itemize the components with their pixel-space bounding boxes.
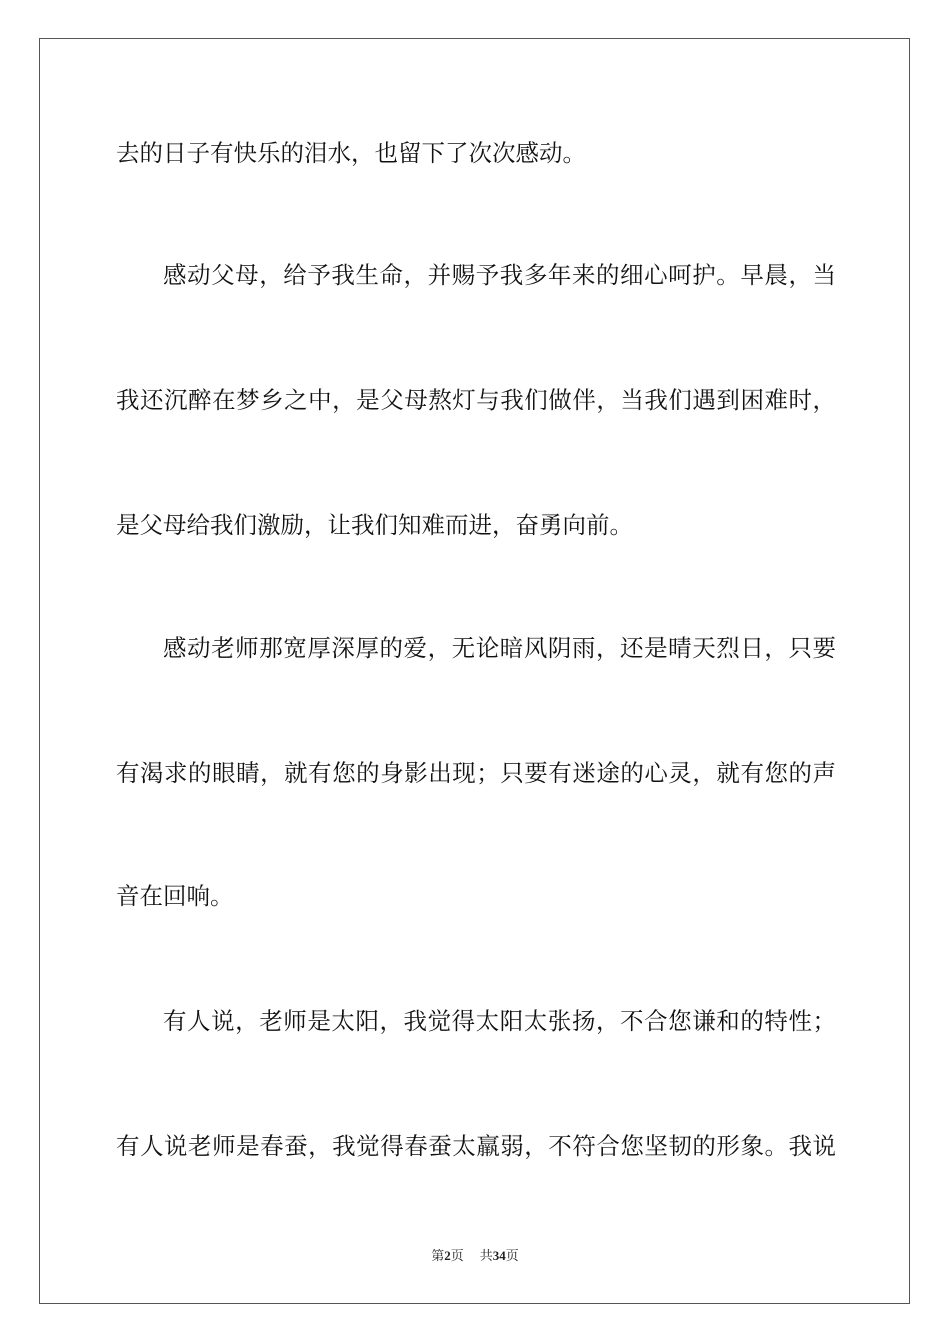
body-text-line: 感动老师那宽厚深厚的爱，无论暗风阴雨，还是晴天烈日，只要 bbox=[163, 634, 836, 662]
body-text-line: 我还沉醉在梦乡之中，是父母熬灯与我们做伴，当我们遇到困难时， bbox=[116, 386, 836, 414]
body-text-line: 音在回响。 bbox=[116, 882, 234, 910]
page-prefix: 第 bbox=[431, 1249, 445, 1264]
total-pages: 34 bbox=[492, 1248, 506, 1263]
total-prefix: 共 bbox=[479, 1249, 493, 1264]
total-suffix: 页 bbox=[505, 1249, 519, 1264]
body-text-line: 是父母给我们激励，让我们知难而进，奋勇向前。 bbox=[116, 511, 633, 539]
page-border bbox=[39, 38, 910, 1304]
page-suffix: 页 bbox=[450, 1249, 464, 1264]
body-text-line: 有人说，老师是太阳，我觉得太阳太张扬，不合您谦和的特性； bbox=[163, 1007, 836, 1035]
body-text-line: 有人说老师是春蚕，我觉得春蚕太羸弱，不符合您坚韧的形象。我说 bbox=[116, 1132, 836, 1160]
body-text-line: 去的日子有快乐的泪水，也留下了次次感动。 bbox=[116, 139, 586, 167]
page-number: 2 bbox=[444, 1248, 451, 1263]
page-footer bbox=[0, 1246, 950, 1267]
body-text-line: 有渴求的眼睛，就有您的身影出现；只要有迷途的心灵，就有您的声 bbox=[116, 759, 836, 787]
body-text-line: 感动父母，给予我生命，并赐予我多年来的细心呵护。早晨，当 bbox=[163, 261, 836, 289]
